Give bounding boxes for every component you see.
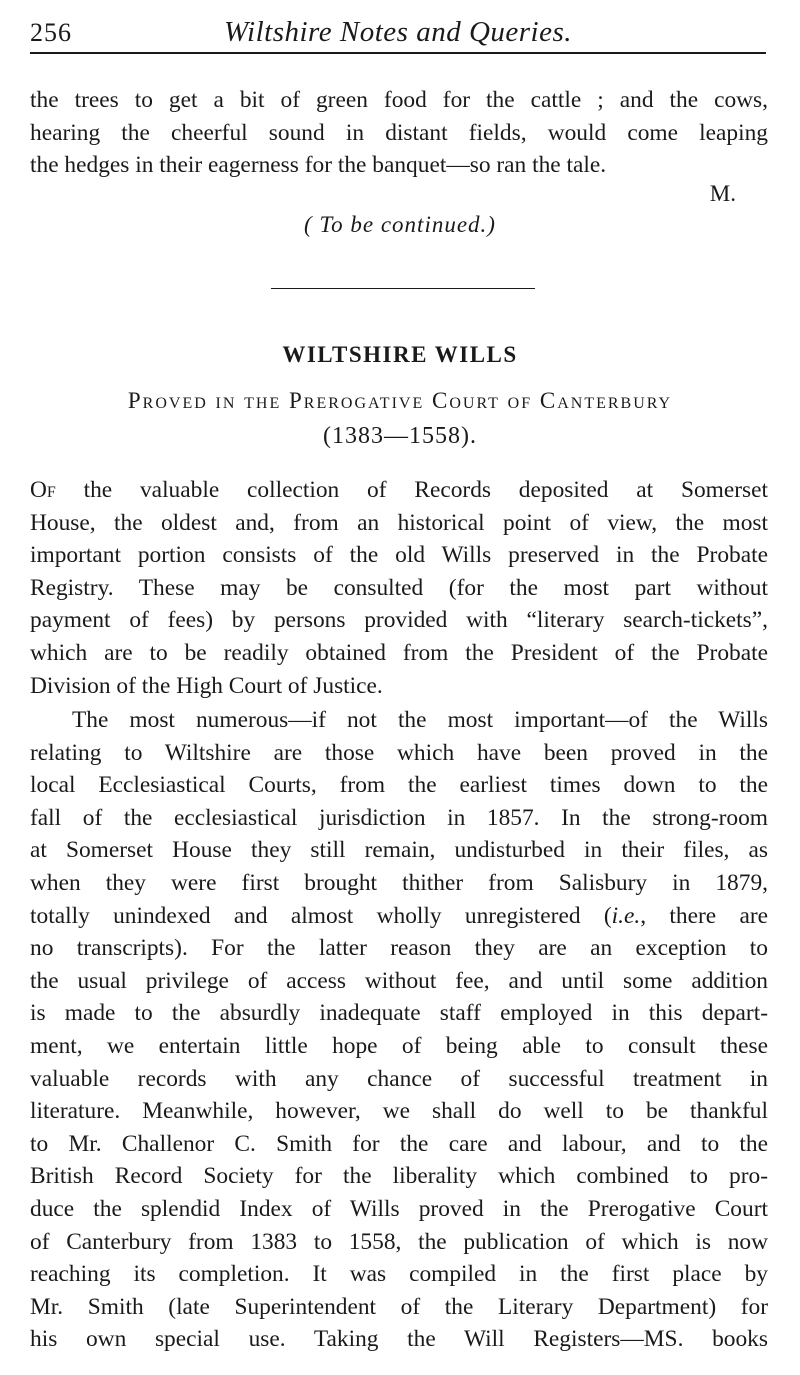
text-line: when they were first brought thither from Salisbury in 1879, [30,869,768,896]
text-line: ment, we entertain little hope of being able to consult these [30,1032,768,1059]
article-subtitle: Proved in the Prerogative Court of Canterbury [127,388,673,413]
text-line: relating to Wiltshire are those which have been proved in the [30,739,768,766]
text-line: Mr. Smith (late Superintendent of the Literary Department) for [30,1293,768,1320]
article-title: WILTSHIRE WILLS [282,342,518,367]
text-line: literature. Meanwhile, however, we shall do well to be thankful [30,1098,768,1125]
continuation-text [30,84,768,182]
section-divider [271,288,535,289]
text-line: no transcripts). For the latter reason they are an exception to [30,935,768,962]
text-line: his own special use. Taking the Will Registers—MS. books [30,1326,768,1353]
page-header [30,12,766,46]
text-line: of Canterbury from 1383 to 1558, the publication of which is now [30,1228,768,1255]
text-line: Of the valuable collection of Records deposited at Somerset [30,477,768,503]
header-rule [30,52,766,54]
text-line: totally unindexed and almost wholly unregistered (i.e., there are [30,902,769,929]
text-line: is made to the absurdly inadequate staff employed in this depart- [30,1000,768,1027]
text-line: at Somerset House they still remain, undisturbed in their files, as [30,837,768,864]
drop-cap: Of [30,477,56,503]
text-line: the trees to get a bit of green food for the cattle ; and the cows, [30,87,768,113]
text-line: The most numerous—if not the most important—of the Wills [72,707,768,733]
text-line: which are to be readily obtained from the President of the Probate [30,639,768,666]
author-signature: M. [709,181,736,206]
text-line: reaching its completion. It was compiled in the first place by [30,1261,768,1288]
article-date-range: (1383—1558). [323,423,477,449]
text-line: hearing the cheerful sound in distant fields, would come leaping [30,119,768,146]
text-line: House, the oldest and, from an historical point of view, the most [30,509,768,536]
text-line: valuable records with any chance of successful treatment in [30,1065,768,1092]
text-line: fall of the ecclesiastical jurisdiction in 1857. In the strong-room [30,804,768,831]
paragraph-2 [30,704,768,1356]
text-line: payment of fees) by persons provided with “literary search-tickets”, [30,607,768,634]
running-title: Wiltshire Notes and Queries. [223,16,573,48]
text-line: Registry. These may be consulted (for the most part without [30,574,768,601]
page-number: 256 [30,18,72,47]
text-line: British Record Society for the liberality which combined to pro- [30,1163,768,1190]
text-line: Division of the High Court of Justice. [30,672,383,699]
text-line: local Ecclesiastical Courts, from the earliest times down to the [30,772,768,799]
text-line: important portion consists of the old Wills preserved in the Probate [30,542,768,569]
italic-ie: i.e. [611,902,641,929]
text-line: duce the splendid Index of Wills proved in the Prerogative Court [30,1195,768,1222]
paragraph-1 [30,474,768,702]
to-be-continued-note: ( To be continued.) [304,212,496,237]
text-line: the hedges in their eagerness for the banquet—so ran the tale. [30,152,607,179]
text-line: to Mr. Challenor C. Smith for the care and labour, and to the [30,1130,768,1157]
text-line: the usual privilege of access without fee, and until some addition [30,967,768,994]
